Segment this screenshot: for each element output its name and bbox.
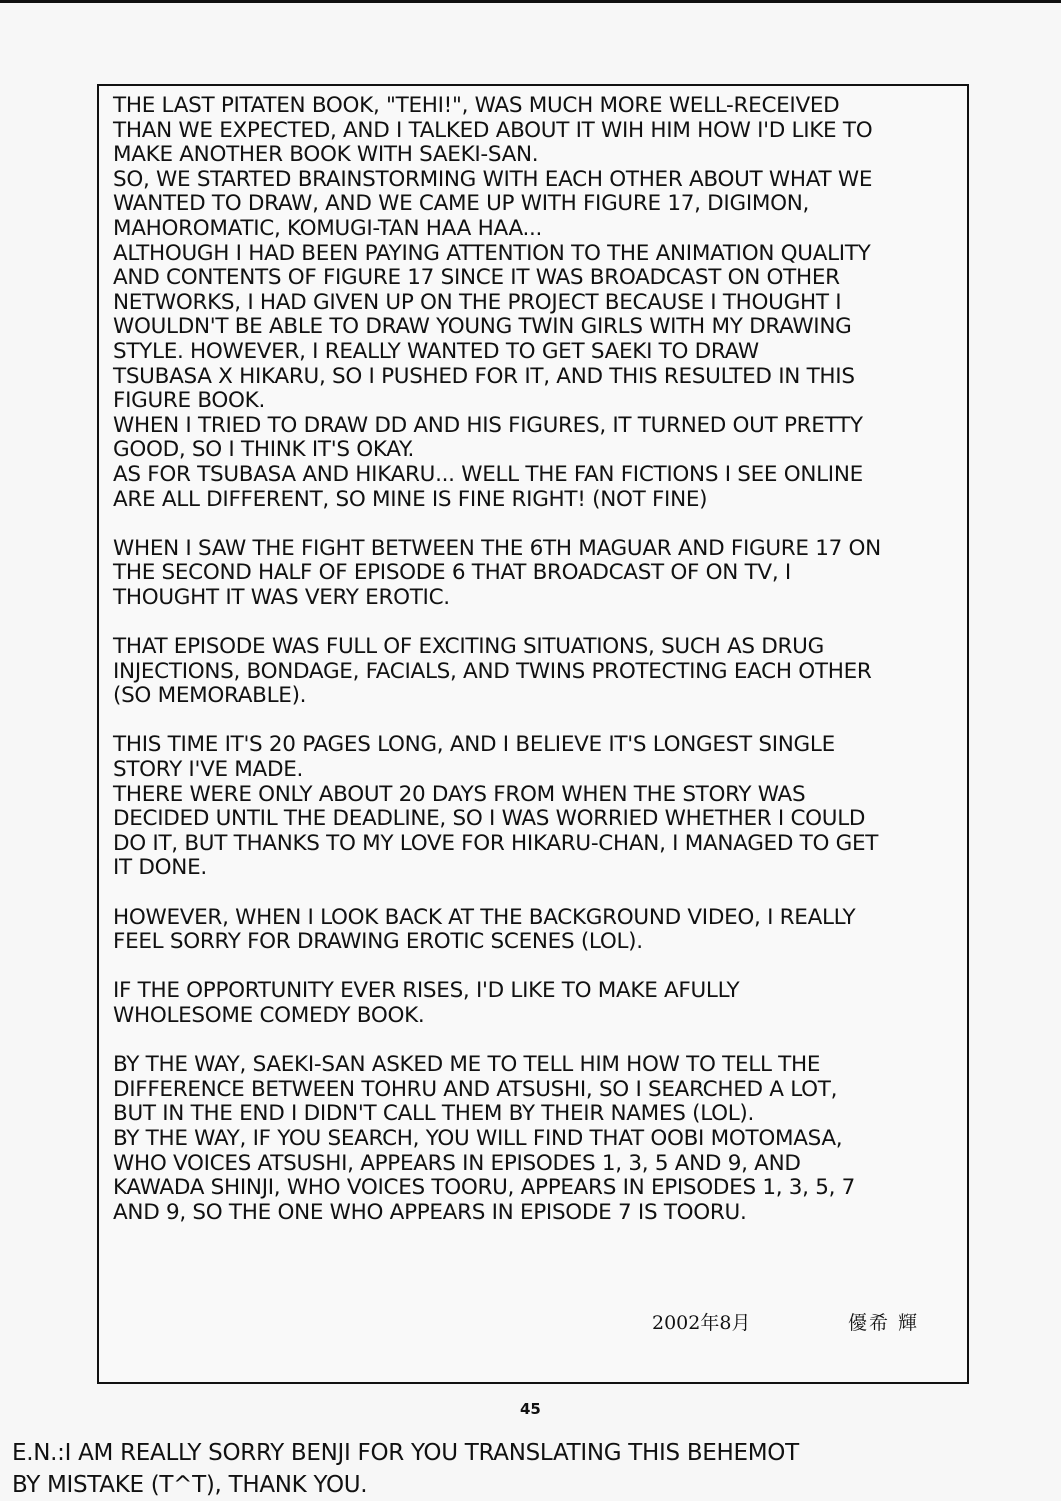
signature-author: 優希 輝 xyxy=(848,1312,920,1334)
paragraph xyxy=(113,94,973,512)
text-line: THAN WE EXPECTED, AND I TALKED ABOUT IT WIH HIM HOW I'D LIKE TO xyxy=(113,117,873,143)
text-line: STORY I'VE MADE. xyxy=(113,757,304,783)
text-line: THIS TIME IT'S 20 PAGES LONG, AND I BELIEVE IT'S LONGEST SINGLE xyxy=(113,732,835,758)
paragraph xyxy=(113,537,973,611)
text-line: AS FOR TSUBASA AND HIKARU... WELL THE FAN FICTIONS I SEE ONLINE xyxy=(113,461,863,487)
text-line: DO IT, BUT THANKS TO MY LOVE FOR HIKARU-CHAN, I MANAGED TO GET xyxy=(113,830,879,856)
paragraph xyxy=(113,1053,973,1225)
note-line: BY MISTAKE (T^T), THANK YOU. xyxy=(12,1472,368,1498)
text-line: BY THE WAY, SAEKI-SAN ASKED ME TO TELL HIM HOW TO TELL THE xyxy=(113,1052,821,1078)
text-line: (SO MEMORABLE). xyxy=(113,683,307,709)
text-line: HOWEVER, WHEN I LOOK BACK AT THE BACKGROUND VIDEO, I REALLY xyxy=(113,904,856,930)
text-line: MAKE ANOTHER BOOK WITH SAEKI-SAN. xyxy=(113,142,539,168)
afterword-text xyxy=(113,94,973,1250)
page-number: 45 xyxy=(520,1400,541,1418)
translator-note xyxy=(12,1437,1052,1501)
text-line: IF THE OPPORTUNITY EVER RISES, I'D LIKE TO MAKE AFULLY xyxy=(113,978,740,1004)
top-border-line xyxy=(0,0,1061,3)
text-line: INJECTIONS, BONDAGE, FACIALS, AND TWINS PROTECTING EACH OTHER xyxy=(113,658,872,684)
text-line: THERE WERE ONLY ABOUT 20 DAYS FROM WHEN THE STORY WAS xyxy=(113,781,806,807)
text-line: WANTED TO DRAW, AND WE CAME UP WITH FIGURE 17, DIGIMON, xyxy=(113,191,810,217)
note-line: E.N.:I AM REALLY SORRY BENJI FOR YOU TRANSLATING THIS BEHEMOT xyxy=(12,1440,799,1466)
signature-date: 2002年8月 xyxy=(652,1312,751,1334)
text-line: NETWORKS, I HAD GIVEN UP ON THE PROJECT BECAUSE I THOUGHT I xyxy=(113,289,842,315)
text-line: MAHOROMATIC, KOMUGI-TAN HAA HAA... xyxy=(113,215,543,241)
text-line: DIFFERENCE BETWEEN TOHRU AND ATSUSHI, SO I SEARCHED A LOT, xyxy=(113,1076,838,1102)
text-line: WOULDN'T BE ABLE TO DRAW YOUNG TWIN GIRLS WITH MY DRAWING xyxy=(113,314,852,340)
text-line: ALTHOUGH I HAD BEEN PAYING ATTENTION TO THE ANIMATION QUALITY xyxy=(113,240,871,266)
paragraph xyxy=(113,733,973,881)
paragraph xyxy=(113,906,973,955)
text-line: TSUBASA X HIKARU, SO I PUSHED FOR IT, AND THIS RESULTED IN THIS xyxy=(113,363,855,389)
text-line: BUT IN THE END I DIDN'T CALL THEM BY THEIR NAMES (LOL). xyxy=(113,1101,755,1127)
text-line: KAWADA SHINJI, WHO VOICES TOORU, APPEARS IN EPISODES 1, 3, 5, 7 xyxy=(113,1175,856,1201)
text-line: STYLE. HOWEVER, I REALLY WANTED TO GET SAEKI TO DRAW xyxy=(113,338,759,364)
text-line: DECIDED UNTIL THE DEADLINE, SO I WAS WORRIED WHETHER I COULD xyxy=(113,806,866,832)
text-line: WHOLESOME COMEDY BOOK. xyxy=(113,1002,425,1028)
text-line: WHEN I SAW THE FIGHT BETWEEN THE 6TH MAGUAR AND FIGURE 17 ON xyxy=(113,535,881,561)
text-line: WHO VOICES ATSUSHI, APPEARS IN EPISODES 1, 3, 5 AND 9, AND xyxy=(113,1150,801,1176)
paragraph xyxy=(113,979,973,1028)
text-line: ARE ALL DIFFERENT, SO MINE IS FINE RIGHT! (NOT FINE) xyxy=(113,486,708,512)
text-line: GOOD, SO I THINK IT'S OKAY. xyxy=(113,437,415,463)
text-line: THAT EPISODE WAS FULL OF EXCITING SITUATIONS, SUCH AS DRUG xyxy=(113,634,824,660)
text-line: FEEL SORRY FOR DRAWING EROTIC SCENES (LOL). xyxy=(113,929,643,955)
text-line: BY THE WAY, IF YOU SEARCH, YOU WILL FIND THAT OOBI MOTOMASA, xyxy=(113,1125,843,1151)
text-line: AND 9, SO THE ONE WHO APPEARS IN EPISODE 7 IS TOORU. xyxy=(113,1199,747,1225)
text-line: IT DONE. xyxy=(113,855,207,881)
text-line: THOUGHT IT WAS VERY EROTIC. xyxy=(113,584,450,610)
text-line: FIGURE BOOK. xyxy=(113,388,266,414)
text-line: THE LAST PITATEN BOOK, "TEHI!", WAS MUCH MORE WELL-RECEIVED xyxy=(113,93,840,118)
text-line: THE SECOND HALF OF EPISODE 6 THAT BROADCAST OF ON TV, I xyxy=(113,560,791,586)
text-line: AND CONTENTS OF FIGURE 17 SINCE IT WAS BROADCAST ON OTHER xyxy=(113,265,840,291)
text-line: WHEN I TRIED TO DRAW DD AND HIS FIGURES, IT TURNED OUT PRETTY xyxy=(113,412,863,438)
text-line: SO, WE STARTED BRAINSTORMING WITH EACH OTHER ABOUT WHAT WE xyxy=(113,166,873,192)
paragraph xyxy=(113,635,973,709)
